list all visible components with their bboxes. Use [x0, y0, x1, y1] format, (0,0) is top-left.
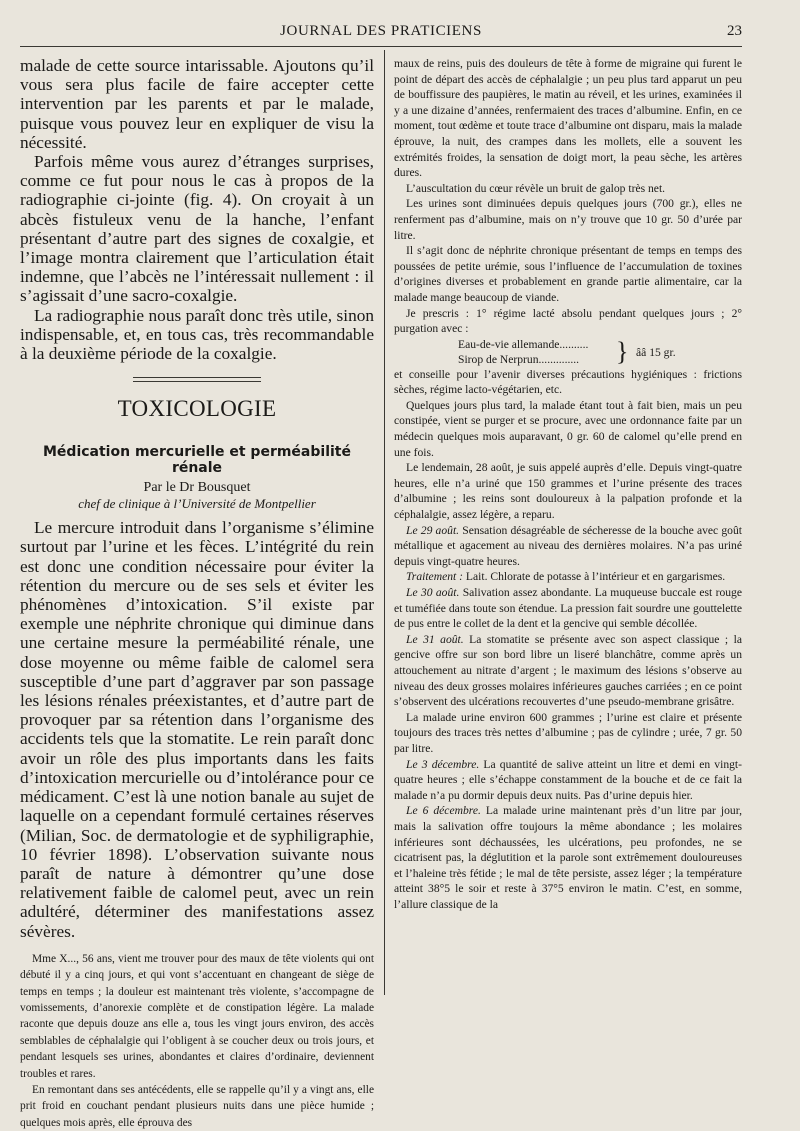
author-affiliation: chef de clinique à l’Université de Montpellier — [78, 496, 316, 512]
entry-text: Sensation désagréable de sécheresse de la bouche avec goût métallique et agacement au niveau des dernières molaires. N’a pas uriné depuis vingt-quatre heures. — [394, 523, 742, 568]
entry-date: Traitement : — [406, 570, 464, 584]
intro-section — [20, 56, 374, 363]
entry-date: Le 29 août. — [406, 523, 460, 537]
section-divider — [133, 377, 261, 382]
paragraph: et conseille pour l’avenir diverses précautions hygiéniques : frictions sèches, régime lacto-végétarien, etc. — [394, 367, 742, 397]
entry-text: La quantité de salive atteint un litre et demi en vingt-quatre heures ; elle s’échappe constamment de la bouche et de ce fait la malade n’a pu dormir depuis deux nuits. Pas d’urine depuis hier. — [394, 757, 742, 802]
entry-date: Le 30 août. — [406, 586, 460, 599]
observation-text — [20, 951, 374, 1131]
intro-paragraph: La radiographie nous paraît donc très utile, sinon indispensable, et, en tous cas, très recommandable à la deuxième période de la coxalgie. — [20, 305, 374, 364]
intro-paragraph: Parfois même vous aurez d’étranges surprises, comme ce fut pour nous le cas à propos de la radiographie ci-jointe (fig. 4). On croyait à un abcès fistuleux venu de la hanche, l’enfant présentant d’autre part des signes de coxalgie, et l’image montra clairement que l’articulation était indemne, que l’abcès ne l’intéressait nullement : il s’agissait d’une sacro-coxalgie. — [20, 152, 374, 306]
left-column — [20, 56, 374, 1131]
article-byline: Par le Dr Bousquet — [143, 480, 251, 496]
brace-glyph: } — [616, 336, 629, 366]
paragraph: Quelques jours plus tard, la malade étant tout à fait bien, mais un peu constipée, vient se purger et se procure, avec une ordonnance faite par un médecin quelques mois auparavant, 0 gr. 60 de calomel qu’elle prend en une fois. — [394, 398, 742, 459]
diary-entry — [394, 569, 742, 585]
entry-date: Le 6 décembre. — [406, 804, 481, 818]
paragraph: Il s’agit donc de néphrite chronique présentant de temps en temps des poussées de petite urémie, sous l’influence de l’accumulation de toxines d’origines diverses et probablement en grande partie alimentaire, car la malade mange beaucoup de viande. — [394, 244, 742, 304]
entry-text: Lait. Chlorate de potasse à l’intérieur et en gargarismes. — [463, 570, 726, 584]
prescription-list — [458, 337, 742, 367]
diary-entry — [394, 523, 742, 570]
diary-entry — [394, 803, 742, 912]
entry-date: Le 31 août. — [406, 632, 464, 646]
page-header — [20, 20, 742, 47]
body-paragraph: Le mercure introduit dans l’organisme s’élimine surtout par l’urine et les fèces. L’intégrité du rein est donc une condition nécessaire pour éviter la rétention du mercure ou de ses sels et éviter les phénomènes d’intoxication. S’il existe par exemple une néphrite chronique qui diminue dans une certaine mesure la perméabilité rénale, une dose moyenne ou même faible de calomel sera susceptible d’une part d’aggraver par son passage les lésions rénales préexistantes, et d’autre part de provoquer par sa rétention dans l’organisme des accidents tels que la stomatite. Le rein paraît donc avoir un rôle des plus importants dans les faits d’intoxication mercurielle ou d’intolérance pour ce médicament. C’est là une notion banale au sujet de laquelle on a cependant formulé certaines réserves (Milian, Soc. de dermatologie et de syphiligraphie, 10 février 1898). L’observation suivante nous paraît de nature à démontrer qu’une dose relativement faible de calomel peut, avec un rein adultéré, déterminer des manifestations assez sévères. — [20, 518, 374, 941]
page-number: 23 — [727, 23, 742, 39]
prescription-item: Eau-de-vie allemande.......... — [458, 337, 589, 351]
observation-paragraph: En remontant dans ses antécédents, elle se rappelle qu’il y a vingt ans, elle prit froid en couchant pendant plusieurs nuits dans une pièce humide ; quelques mois après, elle éprouva des — [20, 1083, 374, 1129]
article-title: Médication mercurielle et perméabilité rénale — [43, 444, 351, 477]
column-divider — [384, 50, 385, 995]
journal-title: JOURNAL DES PRATICIENS — [280, 23, 482, 39]
entry-date: Le 3 décembre. — [406, 757, 480, 771]
paragraph: Le lendemain, 28 août, je suis appelé auprès d’elle. Depuis vingt-quatre heures, elle n’a uriné que 150 grammes et l’urine présente des traces d’albumine ; les reins sont douloureux à la palpation profonde et la céphalalgie, assez légère, a reparu. — [394, 461, 742, 522]
section-title: TOXICOLOGIE — [117, 396, 277, 422]
diary-entry — [394, 757, 742, 804]
entry-text: La malade urine environ 600 grammes ; l’urine est claire et présente toujours des traces très nettes d’albumine ; pas de cylindre ; urée, 7 gr. 50 par litre. — [394, 710, 742, 755]
article-body — [20, 518, 374, 940]
paragraph: Les urines sont diminuées depuis quelques jours (700 gr.), elles ne renferment pas d’albumine, mais on n’y trouve que 10 gr. 50 d’urée par litre. — [394, 197, 742, 242]
prescription-item: Sirop de Nerprun.............. — [458, 352, 580, 366]
entry-text: La stomatite se présente avec son aspect classique ; la gencive offre sur son bord libre un liseré blanchâtre, comme après un attouchement au nitrate d’argent ; le maximum des lésions s’observe au niveau des deux grosses molaires inférieures gauches carriées ; en ce point s’observent des ulcérations recouvertes d’une pseudo-membrane grisâtre. — [394, 632, 743, 709]
diary-entry — [394, 632, 742, 710]
prescription-quantity: ââ 15 gr. — [636, 345, 676, 359]
intro-paragraph: malade de cette source intarissable. Ajoutons qu’il vous sera plus facile de faire accepter cette intervention par les parents et par le malade, puisque vous pouvez leur en expliquer de visu la nécessité. — [20, 56, 374, 152]
right-column — [394, 56, 742, 912]
paragraph: L’auscultation du cœur révèle un bruit de galop très net. — [406, 181, 666, 195]
observation-paragraph: Mme X..., 56 ans, vient me trouver pour des maux de tête violents qui ont débuté il y a cinq jours, et qui vont s’accentuant en changeant de siège de temps en temps ; la douleur est maintenant très violente, s’accompagne de vomissements, d’anorexie complète et de constipation légère. La malade raconte que depuis douze ans elle a, tous les vingt jours environ, des accès semblables de céphalalgie qui l’obligent à se coucher deux ou trois jours, et pendant lesquels ses urines, abondantes et claires d’ordinaire, deviennent troubles et rares. — [20, 952, 374, 1080]
diary-entry — [394, 585, 742, 632]
entry-text: La malade urine maintenant près d’un litre par jour, mais la salivation offre toujours la même abondance ; les molaires inférieures sont déchaussées, les ulcérations, peu profondes, ne se cicatrisent pas, la déglutition et la parole sont extrêmement douloureuses et l’haleine très fétide ; le mal de tête persiste, assez léger ; la température atteint 38°5 le soir et reste à 37°5 environ le matin. C’est, en somme, l’allure classique de la — [394, 804, 742, 911]
diary-entry — [394, 710, 742, 757]
paragraph: maux de reins, puis des douleurs de tête à forme de migraine qui furent le point de départ des accès de céphalalgie ; un peu plus tard apparut un peu de bouffissure des paupières, le matin au réveil, et les urines, examinées il y a une dizaine d’années, renfermaient des traces d’albumine. Enfin, en ce moment, tout œdème et toute trace d’albumine ont disparu, mais la malade éprouve, la nuit, des crampes dans les mollets, elle a souvent les extrémités froides, la sensation de doigt mort, la peau sèche, les artères dures. — [394, 57, 742, 180]
entry-text: Salivation assez abondante. La muqueuse buccale est rouge et tuméfiée dans toute son étendue. La pression fait sourdre une gouttelette de pus entre le collet de la dent et la gencive qui semble décollée. — [394, 586, 742, 631]
paragraph: Je prescris : 1° régime lacté absolu pendant quelques jours ; 2° purgation avec : — [394, 306, 742, 336]
